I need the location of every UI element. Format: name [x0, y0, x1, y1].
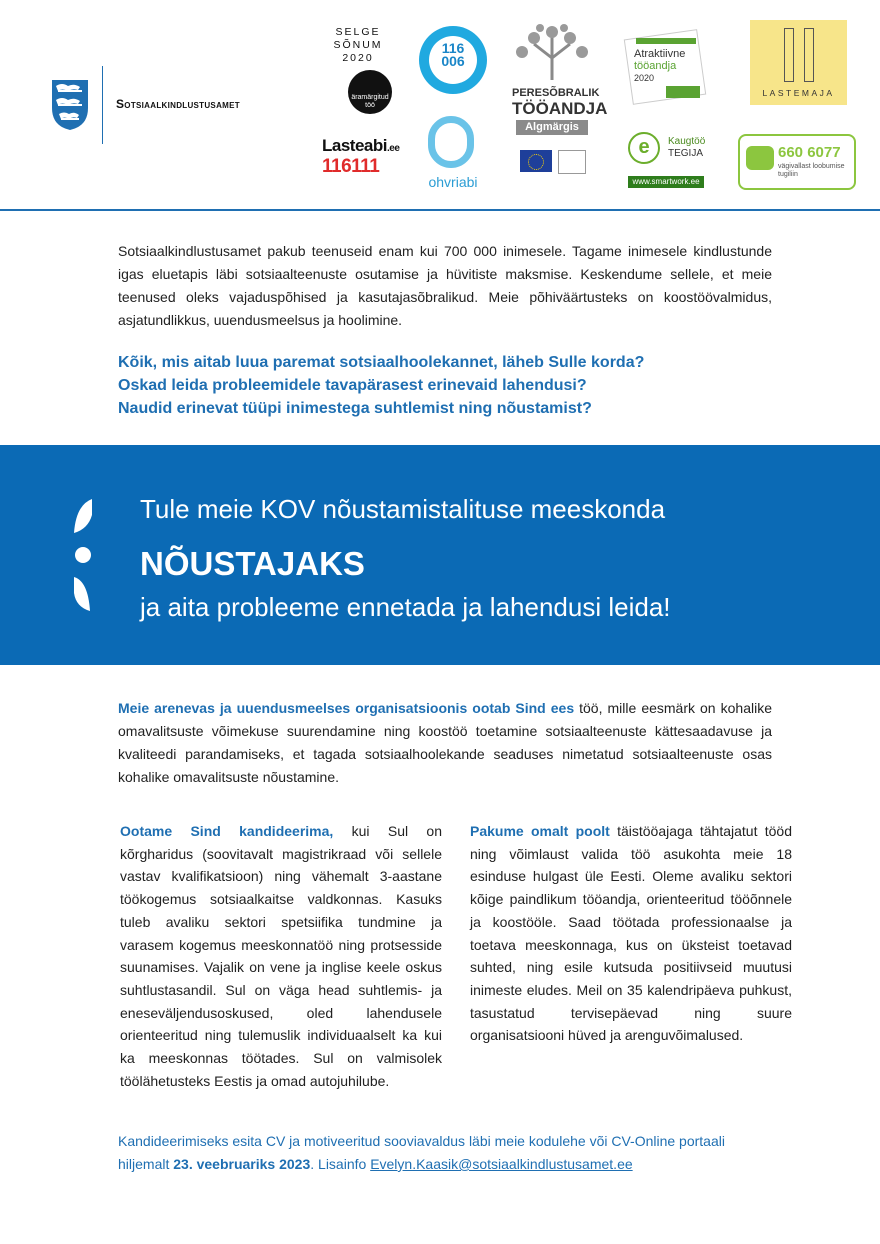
peres-line1: PERESÕBRALIK: [512, 87, 600, 99]
tree-icon: [512, 24, 592, 82]
brand-mark-icon: [70, 497, 94, 615]
column-right: [470, 820, 792, 1047]
selge-caption1: äramärgitud: [351, 94, 389, 101]
selge-line2: SÕNUM: [333, 39, 383, 51]
peresobralik-logo: [512, 24, 608, 140]
kriisi-url: palunabi.ee: [437, 72, 469, 78]
left-lead: Ootame Sind kandideerima,: [120, 823, 334, 839]
atraktiivne-logo: [622, 30, 710, 106]
question-2: Oskad leida probleemidele tavapärasest erinevaid lahendusi?: [118, 377, 587, 394]
contact-email-link[interactable]: Evelyn.Kaasik@sotsiaalkindlustusamet.ee: [370, 1156, 633, 1172]
lastemaja-label: LASTEMAJA: [762, 88, 835, 98]
description-paragraph: [118, 697, 772, 789]
vagivald-text1: vägivallast loobumise: [778, 163, 845, 170]
vagivald-logo: [738, 134, 856, 190]
header-rule: [0, 209, 880, 211]
vagivald-number: 660 6077: [778, 144, 841, 161]
banner-title: NÕUSTAJAKS: [140, 545, 365, 582]
footer-text1: Kandideerimiseks esita CV ja motiveeritud sooviavaldus läbi meie kodulehe või CV-Online portaali hiljemalt: [118, 1133, 725, 1172]
peres-line2: TÖÖANDJA: [512, 99, 608, 118]
intro-paragraph: Sotsiaalkindlustusamet pakub teenuseid enam kui 700 000 inimesele. Tagame inimesele kindlustunde igas eluetapis läbi sotsiaalteenuste osutamise ja hüvitiste maksmise. Keskendume sellele, et meie teenused oleks vajaduspõhised ja kasutajasõbralikud. Meie põhiväärtusteks on koostöövalmidus, asjatundlikkus, uuendusmeelsus ja hoolimine.: [118, 243, 772, 328]
description-lead: Meie arenevas ja uuendusmeelses organisatsioonis ootab Sind ees: [118, 700, 575, 716]
selge-sonum-logo: [322, 26, 394, 118]
lastemaja-logo: [750, 20, 847, 105]
right-rest: täistööajaga tähtajatut tööd ning võimlaust valida töö asukohta meie 18 esinduse hulgast üle Eesti. Oleme avaliku sektori kõige paindlikum tööandja, orienteeritud tööõnnele ja koostööle. Saad töötada professionaalse ja toetava meeskonnaga, kus on üksteist toetavad suhted, ning esile kutsuda positiivseid muutusi inimeste eludes. Meil on 35 kalendripäeva puhkust, tasustatud tervisepäevad ning suure organisatsiooni hüved ja arenguvõimalused.: [470, 823, 792, 1044]
atr-title1: Atraktiivne: [634, 48, 686, 60]
banner-line3: ja aita probleeme ennetada ja lahendusi leida!: [140, 592, 671, 622]
kaugtoo-logo: e Kaugtöö TEGIJA www.smartwork.ee: [628, 132, 704, 188]
left-rest: kui Sul on kõrgharidus (soovitavalt magistrikraad või sellele vastav kvalifikatsioon) ning vähemalt 3-aastane töökogemus sotsiaalkaitse valdkonnas. Kasuks tuleb avaliku sektori spetsiifika tundmine ja varasem kogemus meeskonnatöö ning protsesside suunamises. Vajalik on vene ja inglise keele oskus suhtlustasandil. Sul on väga head suhtlemis- ja eneseväljendusoskused, oled lahendusele orienteeritud ning tulemuslik individuaalselt ka kui ka meeskonnas töötades. Sul on valmisolek töölähetusteks Eestis ja omad autojuhilube.: [120, 823, 442, 1089]
kriisi-number2: 006: [441, 53, 465, 69]
selge-caption2: töö: [365, 102, 375, 109]
question-1: Kõik, mis aitab luua paremat sotsiaalhoolekannet, läheb Sulle korda?: [118, 354, 645, 371]
kaugtoo-url: www.smartwork.ee: [628, 176, 704, 188]
question-3: Naudid erinevat tüüpi inimestega suhtlemist ning nõustamist?: [118, 400, 592, 417]
lasteabi-tld: .ee: [386, 143, 400, 154]
vagivald-text2: tugiliin: [778, 171, 798, 178]
peres-line3: Algmärgis: [516, 120, 588, 135]
kaugtoo-line1: Kaugtöö: [668, 136, 706, 147]
description-rest: töö, mille eesmärk on kohalike omavalitsuste võimekuse suurendamine ning koostöö toetamine sotsiaalteenuste kättesaadavuse ja kvaliteedi parandamiseks, et tagada sotsiaalhoolekande seaduses nimetatud sotsiaalteenuste osas kohalike omavalitsuste nõustamine.: [118, 700, 772, 785]
hero-banner: [0, 445, 880, 665]
lasteabi-logo: [322, 136, 402, 186]
lasteabi-name: Lasteabi: [322, 136, 387, 155]
kriisitelefon-logo: [419, 26, 487, 94]
footer-deadline: 23. veebruariks 2023: [173, 1156, 311, 1172]
agency-divider: [102, 66, 103, 144]
ohvriabi-label: ohvriabi: [428, 174, 478, 190]
ohvriabi-logo: [420, 112, 486, 192]
atr-title2: tööandja: [634, 60, 677, 72]
kriisi-number1: 116: [441, 40, 465, 56]
coat-of-arms-icon: [50, 78, 90, 132]
agency-name: Sotsiaalkindlustusamet: [116, 97, 240, 111]
header: [0, 0, 880, 210]
selge-line1: SELGE: [335, 26, 381, 38]
banner-line1: Tule meie KOV nõustamistalituse meeskonda: [140, 494, 666, 524]
kaugtoo-line2: TEGIJA: [668, 148, 704, 159]
column-left: [120, 820, 442, 1092]
right-lead: Pakume omalt poolt: [470, 823, 610, 839]
eu-logo: [520, 150, 586, 184]
application-footer: [118, 1130, 738, 1176]
footer-text2: . Lisainfo: [310, 1156, 371, 1172]
atr-year: 2020: [634, 73, 655, 83]
selge-line3: 2020: [342, 52, 374, 64]
lasteabi-number: 116111: [322, 156, 380, 177]
